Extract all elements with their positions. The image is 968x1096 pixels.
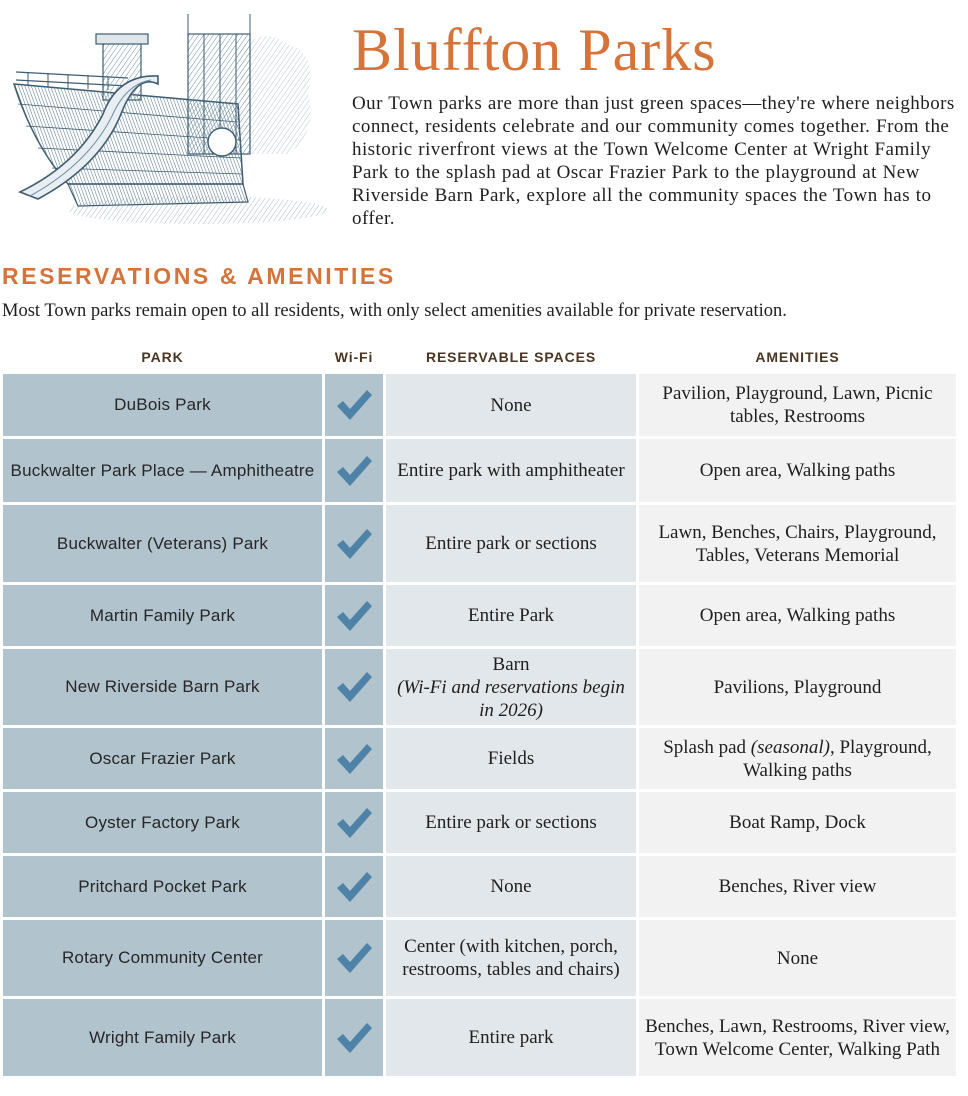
header-park: PARK	[141, 349, 184, 365]
reservable-spaces	[386, 649, 636, 725]
reservable-spaces: Entire park or sections	[386, 792, 636, 853]
reservable-main: Barn	[492, 653, 530, 675]
table-row	[3, 374, 956, 436]
reservable-spaces: Center (with kitchen, porch, restrooms, tables and chairs)	[386, 920, 636, 996]
reservable-spaces: None	[386, 374, 636, 436]
check-icon-glyph	[335, 870, 373, 904]
check-icon-glyph	[335, 941, 373, 975]
amenities: Lawn, Benches, Chairs, Playground, Tables, Veterans Memorial	[639, 505, 956, 582]
amenities	[639, 728, 956, 789]
park-name: Oyster Factory Park	[3, 792, 322, 853]
wifi-cell	[325, 649, 383, 725]
check-icon-glyph	[335, 670, 373, 704]
table-row	[3, 585, 956, 646]
check-icon	[325, 870, 383, 904]
amenities-note: (seasonal)	[750, 736, 830, 758]
check-icon	[325, 1021, 383, 1055]
table-header-row	[3, 343, 956, 371]
wifi-cell	[325, 439, 383, 502]
reservable-spaces: None	[386, 856, 636, 917]
reservable-spaces: Entire park with amphitheater	[386, 439, 636, 502]
check-icon-glyph	[335, 454, 373, 488]
reservable-spaces: Fields	[386, 728, 636, 789]
check-icon-glyph	[335, 1021, 373, 1055]
reservable-spaces: Entire park or sections	[386, 505, 636, 582]
wifi-cell	[325, 792, 383, 853]
amenities: Boat Ramp, Dock	[639, 792, 956, 853]
amenities: Open area, Walking paths	[639, 585, 956, 646]
amenities: Benches, Lawn, Restrooms, River view, Town Welcome Center, Walking Path	[639, 999, 956, 1076]
header-amenities: AMENITIES	[755, 349, 840, 365]
check-icon	[325, 941, 383, 975]
section-heading: RESERVATIONS & AMENITIES	[2, 263, 396, 289]
park-name: DuBois Park	[3, 374, 322, 436]
park-name: Buckwalter (Veterans) Park	[3, 505, 322, 582]
park-name: Oscar Frazier Park	[3, 728, 322, 789]
header-wifi: Wi-Fi	[334, 349, 374, 365]
check-icon-glyph	[335, 742, 373, 776]
park-name: Martin Family Park	[3, 585, 322, 646]
park-name: Pritchard Pocket Park	[3, 856, 322, 917]
section-note: Most Town parks remain open to all residents, with only select amenities available for private reservation.	[2, 301, 787, 321]
park-name: Wright Family Park	[3, 999, 322, 1076]
table-row	[3, 920, 956, 996]
check-icon	[325, 527, 383, 561]
amenities-rest: , Playground, Walking paths	[743, 736, 932, 781]
check-icon-glyph	[335, 806, 373, 840]
header-reservable: RESERVABLE SPACES	[425, 349, 597, 365]
table-row	[3, 792, 956, 853]
amenities: Pavilion, Playground, Lawn, Picnic tables, Restrooms	[639, 374, 956, 436]
check-icon-glyph	[335, 599, 373, 633]
amenities: Open area, Walking paths	[639, 439, 956, 502]
check-icon	[325, 670, 383, 704]
amenities-prefix: Splash pad	[663, 736, 747, 758]
wifi-cell	[325, 728, 383, 789]
table-row	[3, 728, 956, 789]
park-name: Buckwalter Park Place — Amphitheatre	[3, 439, 322, 502]
reservable-spaces: Entire Park	[386, 585, 636, 646]
wifi-cell	[325, 999, 383, 1076]
amenities: Pavilions, Playground	[639, 649, 956, 725]
page-title: Bluffton Parks	[352, 17, 717, 83]
check-icon	[325, 806, 383, 840]
wifi-cell	[325, 585, 383, 646]
table-row	[3, 505, 956, 582]
intro-paragraph: Our Town parks are more than just green spaces—they're where neighbors connect, residents celebrate and our community comes together. From the historic riverfront views at the Town Welcome Center at Wright Family Park to the splash pad at Oscar Frazier Park to the playground at New Riverside Barn Park, explore all the community spaces the Town has to offer.	[352, 93, 955, 229]
check-icon	[325, 388, 383, 422]
park-name: New Riverside Barn Park	[3, 649, 322, 725]
amenities: Benches, River view	[639, 856, 956, 917]
wifi-cell	[325, 505, 383, 582]
reservable-note: (Wi-Fi and reservations begin in 2026)	[397, 676, 625, 721]
reservable-spaces: Entire park	[386, 999, 636, 1076]
table-row	[3, 649, 956, 725]
check-icon	[325, 454, 383, 488]
playground-ship-illustration	[8, 14, 332, 228]
park-name: Rotary Community Center	[3, 920, 322, 996]
table-row	[3, 439, 956, 502]
parks-table	[0, 340, 959, 1079]
wifi-cell	[325, 856, 383, 917]
wifi-cell	[325, 374, 383, 436]
check-icon-glyph	[335, 527, 373, 561]
table-row	[3, 999, 956, 1076]
check-icon	[325, 742, 383, 776]
wifi-cell	[325, 920, 383, 996]
check-icon-glyph	[335, 388, 373, 422]
amenities: None	[639, 920, 956, 996]
table-row	[3, 856, 956, 917]
check-icon	[325, 599, 383, 633]
